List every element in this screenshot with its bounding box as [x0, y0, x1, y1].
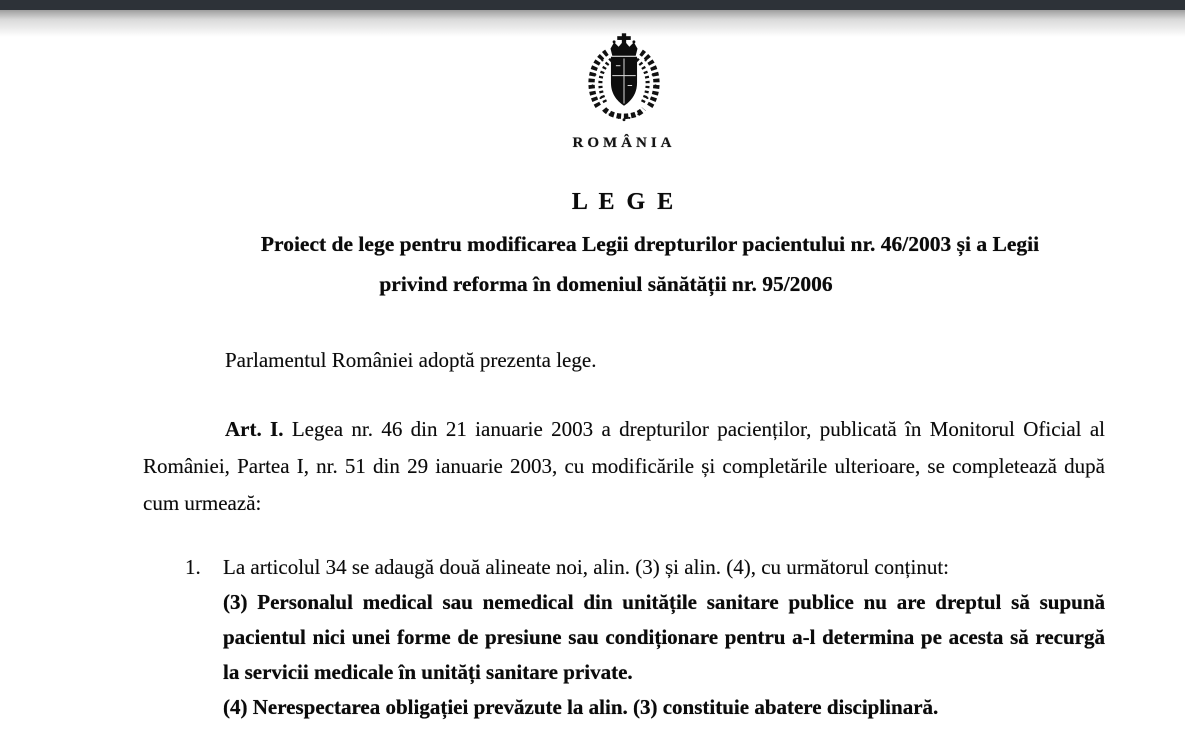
romania-coat-of-arms-icon — [579, 33, 669, 129]
viewer-top-edge — [0, 0, 1185, 10]
provision-paragraph-3: (3) Personalul medical sau nemedical din unitățile sanitare publice nu are dreptul să supună pacientul nici unei forme de presiune sau condiționare pentru a-l determina pe acesta să recurgă la servicii medicale în unități sanitare private. — [223, 590, 1105, 684]
law-title-line2: privind reforma în domeniul sănătății nr. 95/2006 — [379, 272, 833, 296]
article-paragraph — [143, 411, 1105, 522]
intro-paragraph: Parlamentul României adoptă prezenta lege. — [225, 348, 597, 372]
amendment-intro: La articolul 34 se adaugă două alineate noi, alin. (3) și alin. (4), cu următorul conținut: — [223, 555, 950, 579]
amendment-list — [143, 550, 1105, 725]
list-item-number: 1. — [185, 555, 201, 579]
law-title — [143, 224, 1105, 304]
law-title-line1: Proiect de lege pentru modificarea Legii drepturilor pacientului nr. 46/2003 și a Legii — [260, 232, 1040, 256]
article-text: Legea nr. 46 din 21 ianuarie 2003 a drepturilor pacienților, publicată în Monitorul Oficial al României, Partea I, nr. 51 din 29 ianuarie 2003, cu modificările și completările ulterioare, se completează după cum urmează: — [143, 417, 1105, 515]
emblem-block — [143, 33, 1105, 152]
article-label: Art. I. — [225, 417, 284, 441]
list-item — [143, 550, 1105, 725]
country-label: ROMÂNIA — [572, 135, 676, 151]
scanned-law-page — [0, 10, 1185, 743]
provision-paragraph-4: (4) Nerespectarea obligației prevăzute la alin. (3) constituie abatere disciplinară. — [223, 695, 939, 719]
law-heading: L E G E — [571, 189, 677, 215]
